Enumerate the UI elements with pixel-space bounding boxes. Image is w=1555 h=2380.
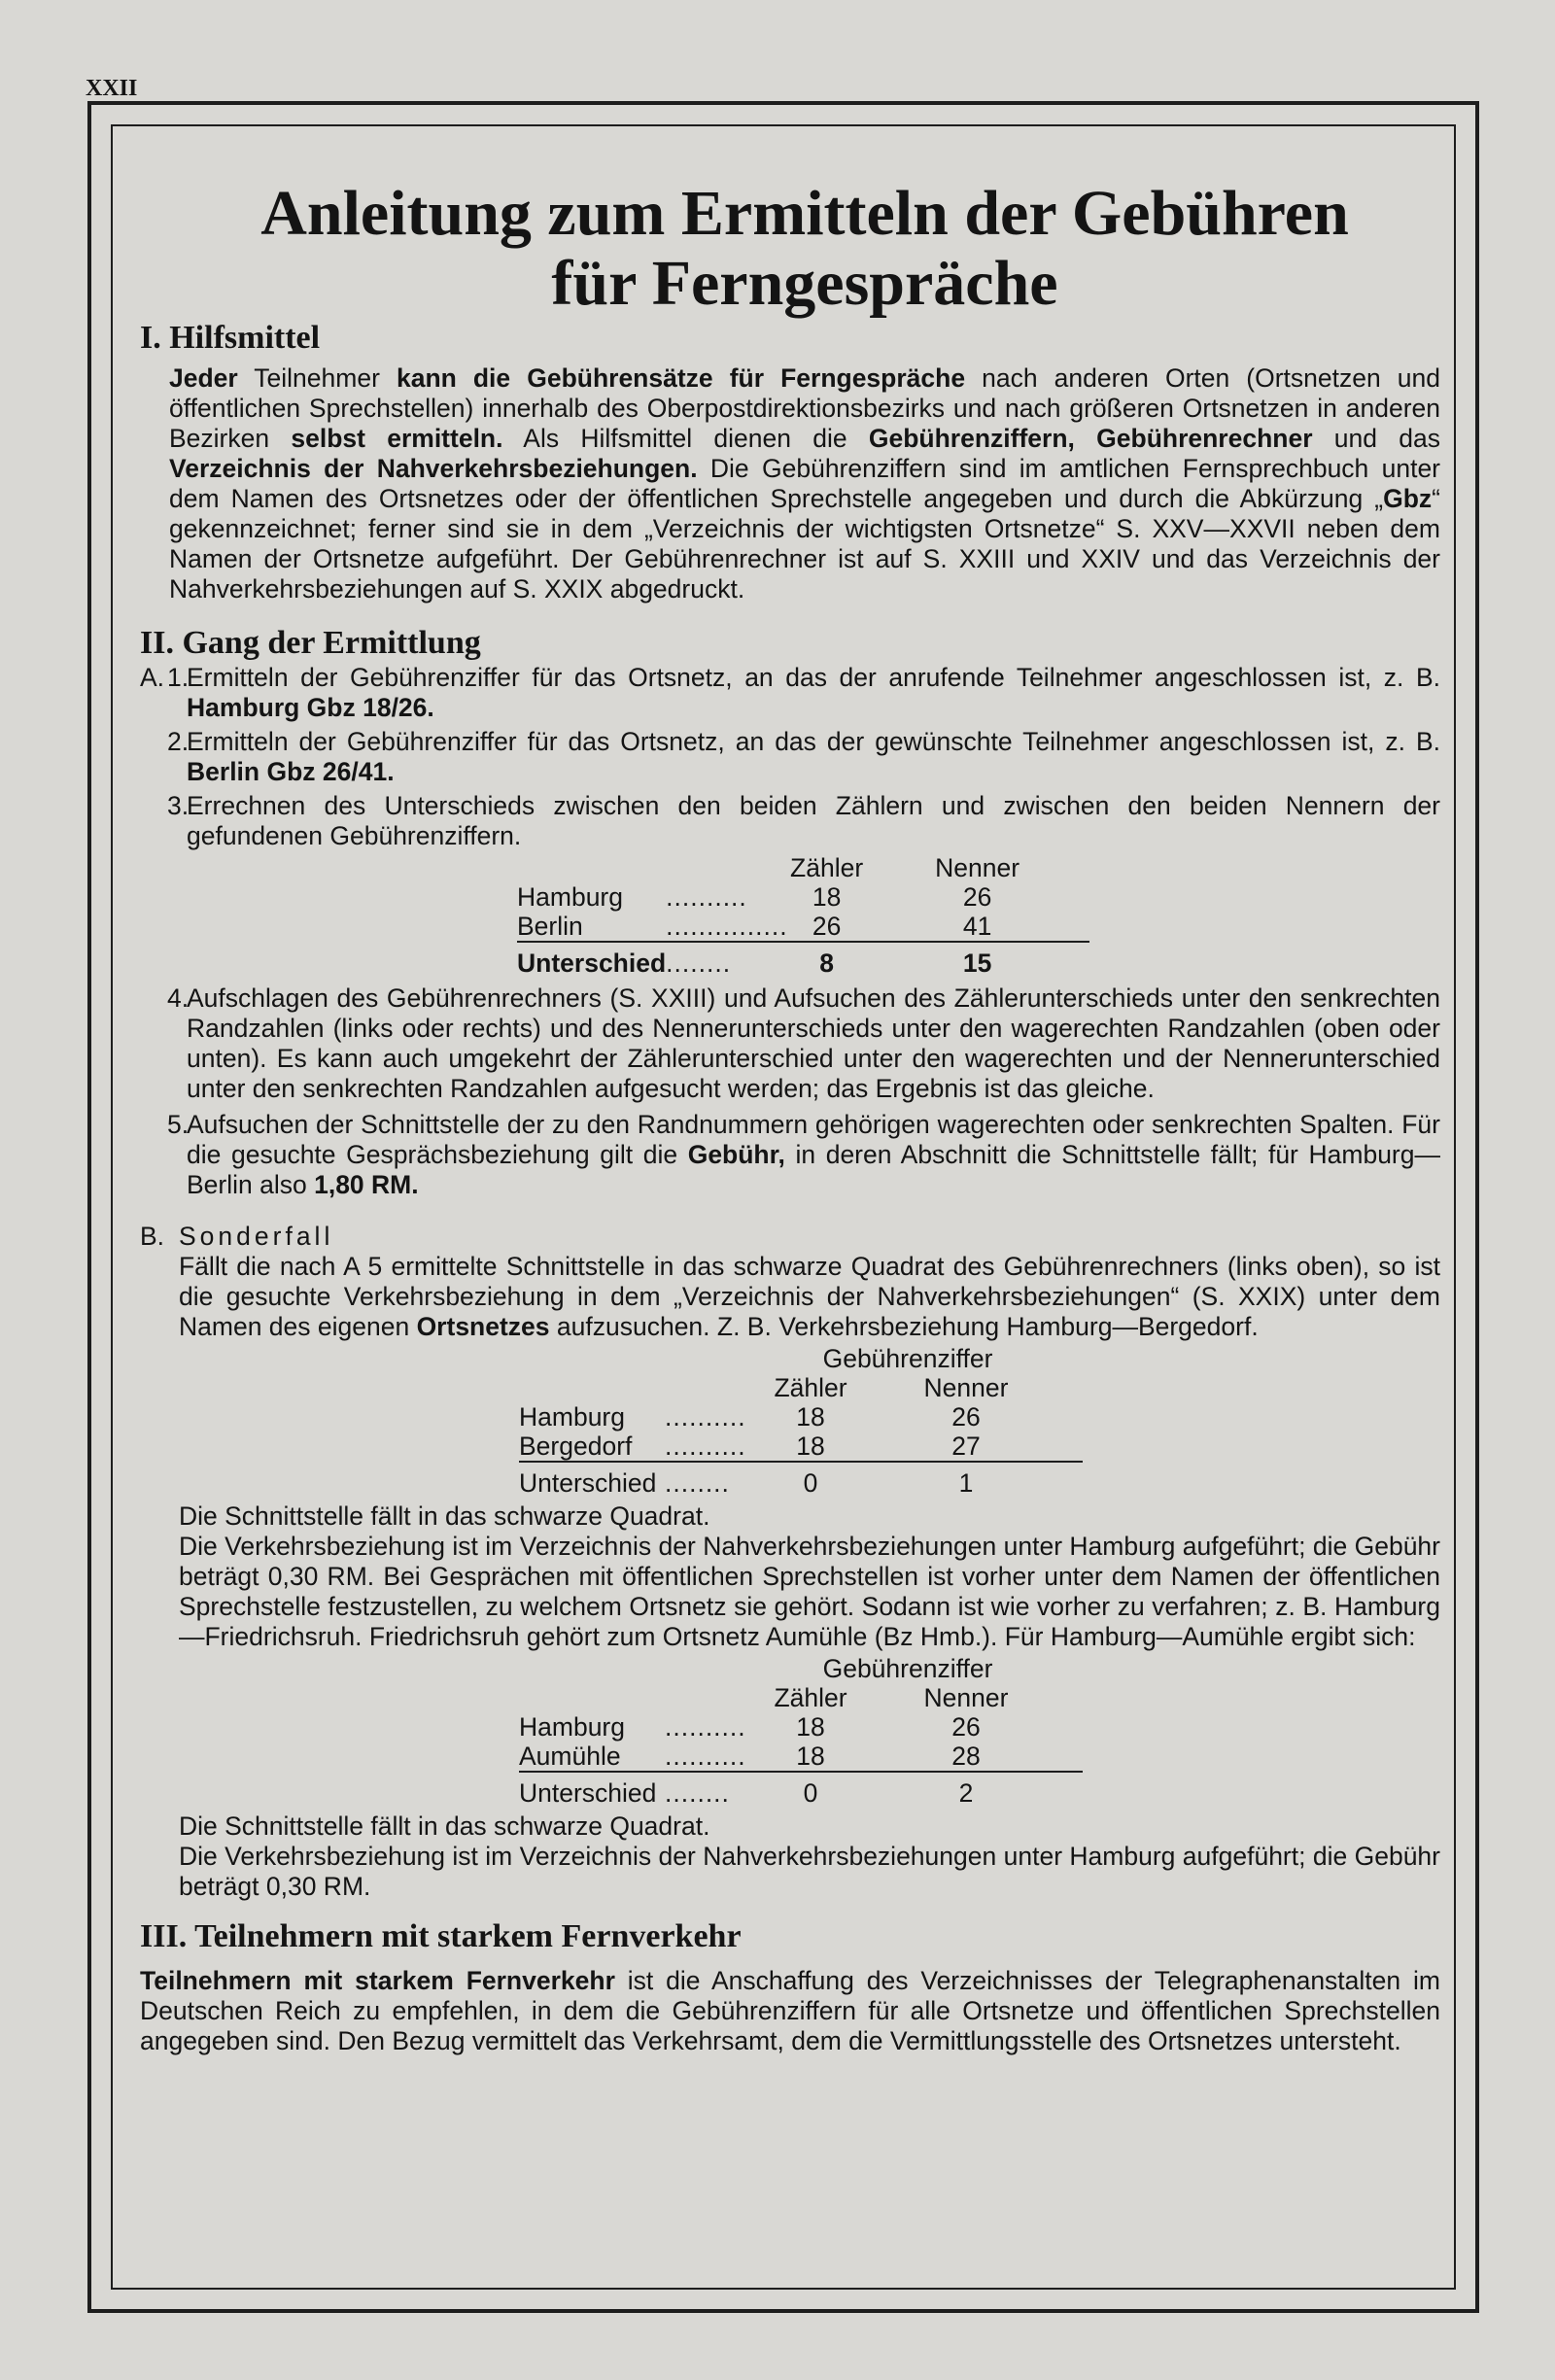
page-number: XXII <box>86 76 138 101</box>
table-row-total: Unterschied ........ 0 1 <box>519 1462 1083 1498</box>
section-3-heading: III. Teilnehmern mit starkem Fernverkehr <box>140 1918 742 1954</box>
table-row: Bergedorf .......... 18 27 <box>519 1431 981 1461</box>
table-row: Aumühle .......... 18 28 <box>519 1742 981 1771</box>
table-header: Zähler Nenner <box>790 853 1020 882</box>
list-item: 3. Errechnen des Unterschieds zwischen den beiden Zählern und zwischen den beiden Nennern der gefundenen Gebührenziffern. <box>167 791 1440 850</box>
table-row-total: Unterschied ........ 0 2 <box>519 1772 1083 1808</box>
section-2-heading: II. Gang der Ermittlung <box>140 625 481 661</box>
document-body <box>140 179 1440 2056</box>
table-header: Zähler Nenner <box>774 1373 1009 1402</box>
table-row: Hamburg .......... 18 26 <box>519 1402 981 1431</box>
calc-table-hamburg-bergedorf: Gebührenziffer Zähler Nenner Hamburg .......... 18 26 Bergedorf .......... 18 27 Unterschied ........ 0 1 <box>519 1344 1083 1498</box>
part-a-label: A. <box>140 663 165 692</box>
table-row: Hamburg .......... 18 26 <box>519 1712 981 1742</box>
part-b-body: Fällt die nach A 5 ermittelte Schnittstelle in das schwarze Quadrat des Gebührenrechners (links oben), so ist die gesuchte Verkehrsbeziehung in dem „Verzeichnis der Nahverkehrsbeziehungen“ (S. XXIX) unter dem Namen des eigenen Ortsnetzes aufzusuchen. Z. B. Verkehrsbeziehung Hamburg—Bergedorf. Gebührenziffer Zähler Nenner Hamburg .......... 18 26 Bergedorf .......... 18 27 Unterschied ........ 0 1 Die Schnittstelle fällt in das schwarze Quadrat. Die Verkehrsbeziehung ist im Verzeichnis der Nahverkehrsbeziehungen unter Hamburg aufgeführt; die Gebühr beträgt 0,30 RM. Bei Gesprächen mit öffentlichen Sprechstellen ist vorher unter dem Namen der öffentlichen Sprechstelle festzustellen, zu welchem Ortsnetz sie gehört. Sodann ist wie vorher zu verfahren; z. B. Hamburg—Friedrichsruh. Friedrichsruh gehört zum Ortsnetz Aumühle (Bz Hmb.). Für Hamburg—Aumühle ergibt sich: Gebührenziffer Zähler Nenner Hamburg .......... 18 26 Aumühle .......... 18 28 Unterschied ........ 0 2 Die Schnittstelle fällt in das schwarze Quadrat. Die Verkehrsbeziehung ist im Verzeichnis der Nahverkehrsbeziehungen unter Hamburg aufgeführt; die Gebühr beträgt 0,30 RM. <box>179 1252 1440 1901</box>
part-b-heading: B. Sonderfall <box>140 1222 334 1251</box>
title-line-1: Anleitung zum Ermitteln der Gebühren <box>260 178 1349 249</box>
document-title <box>140 179 1440 319</box>
list-item: 5. Aufsuchen der Schnittstelle der zu den Randnummern gehörigen wagerechten oder senkrechten Spalten. Für die gesuchte Gesprächsbeziehung gilt die Gebühr, in deren Abschnitt die Schnittstelle fällt; für Hamburg—Berlin also 1,80 RM. <box>167 1110 1440 1199</box>
calc-table-hamburg-berlin <box>517 853 1089 978</box>
section-1-heading: I. Hilfsmittel <box>140 320 321 356</box>
title-line-2: für Ferngespräche <box>551 248 1058 319</box>
table-row: Berlin ............... 26 41 <box>517 912 992 941</box>
section-3-body: Teilnehmern mit starkem Fernverkehr ist die Anschaffung des Verzeichnisses der Telegraphenanstalten im Deutschen Reich zu empfehlen, in dem die Gebührenziffern für alle Ortsnetze und öffentlichen Sprechstellen angegeben sind. Den Bezug vermittelt das Verkehrsamt, dem die Vermittlungsstelle des Ortsnetzes untersteht. <box>140 1966 1440 2055</box>
section-1-body <box>140 363 1440 604</box>
list-item: 4. Aufschlagen des Gebührenrechners (S. XXIII) und Aufsuchen des Zählerunterschieds unter den senkrechten Randzahlen (links oder rechts) und des Nennerunterschieds unter den wagerechten Randzahlen (oben oder unten). Es kann auch umgekehrt der Zählerunterschied unter den wagerechten und der Nennerunterschied unter den senkrechten Randzahlen aufgesucht werden; das Ergebnis ist das gleiche. <box>167 983 1440 1103</box>
list-item: A. 1. Ermitteln der Gebührenziffer für das Ortsnetz, an das der anrufende Teilnehmer angeschlossen ist, z. B. Hamburg Gbz 18/26. <box>140 663 1440 722</box>
table-row: Hamburg .......... 18 26 <box>517 882 992 912</box>
table-header: Zähler Nenner <box>774 1683 1009 1712</box>
calc-table-hamburg-aumuehle: Gebührenziffer Zähler Nenner Hamburg .......... 18 26 Aumühle .......... 18 28 Unterschied ........ 0 2 <box>519 1654 1083 1808</box>
list-item: 2. Ermitteln der Gebührenziffer für das Ortsnetz, an das der gewünschte Teilnehmer angeschlossen ist, z. B. Berlin Gbz 26/41. <box>167 727 1440 786</box>
section-1-paragraph: Jeder Teilnehmer kann die Gebührensätze für Ferngespräche nach anderen Orten (Ortsnetzen und öffentlichen Sprechstellen) innerhalb des Oberpostdirektionsbezirks und nach größeren Ortsnetzen in anderen Bezirken selbst ermitteln. Als Hilfsmittel dienen die Gebührenziffern, Gebührenrechner und das Verzeichnis der Nahverkehrsbeziehungen. Die Gebührenziffern sind im amtlichen Fernsprechbuch unter dem Namen des Ortsnetzes oder der öffentlichen Sprechstelle angegeben und durch die Abkürzung „Gbz“ gekennzeichnet; ferner sind sie in dem „Verzeichnis der wichtigsten Ortsnetze“ S. XXV—XXVII neben dem Namen der Ortsnetze aufgeführt. Der Gebührenrechner ist auf S. XXIII und XXIV und das Verzeichnis der Nahverkehrsbeziehungen auf S. XXIX abgedruckt. <box>169 363 1441 604</box>
table-row-total: Unterschied ........ 8 15 <box>517 942 1089 978</box>
section-2-body <box>140 663 1440 1902</box>
